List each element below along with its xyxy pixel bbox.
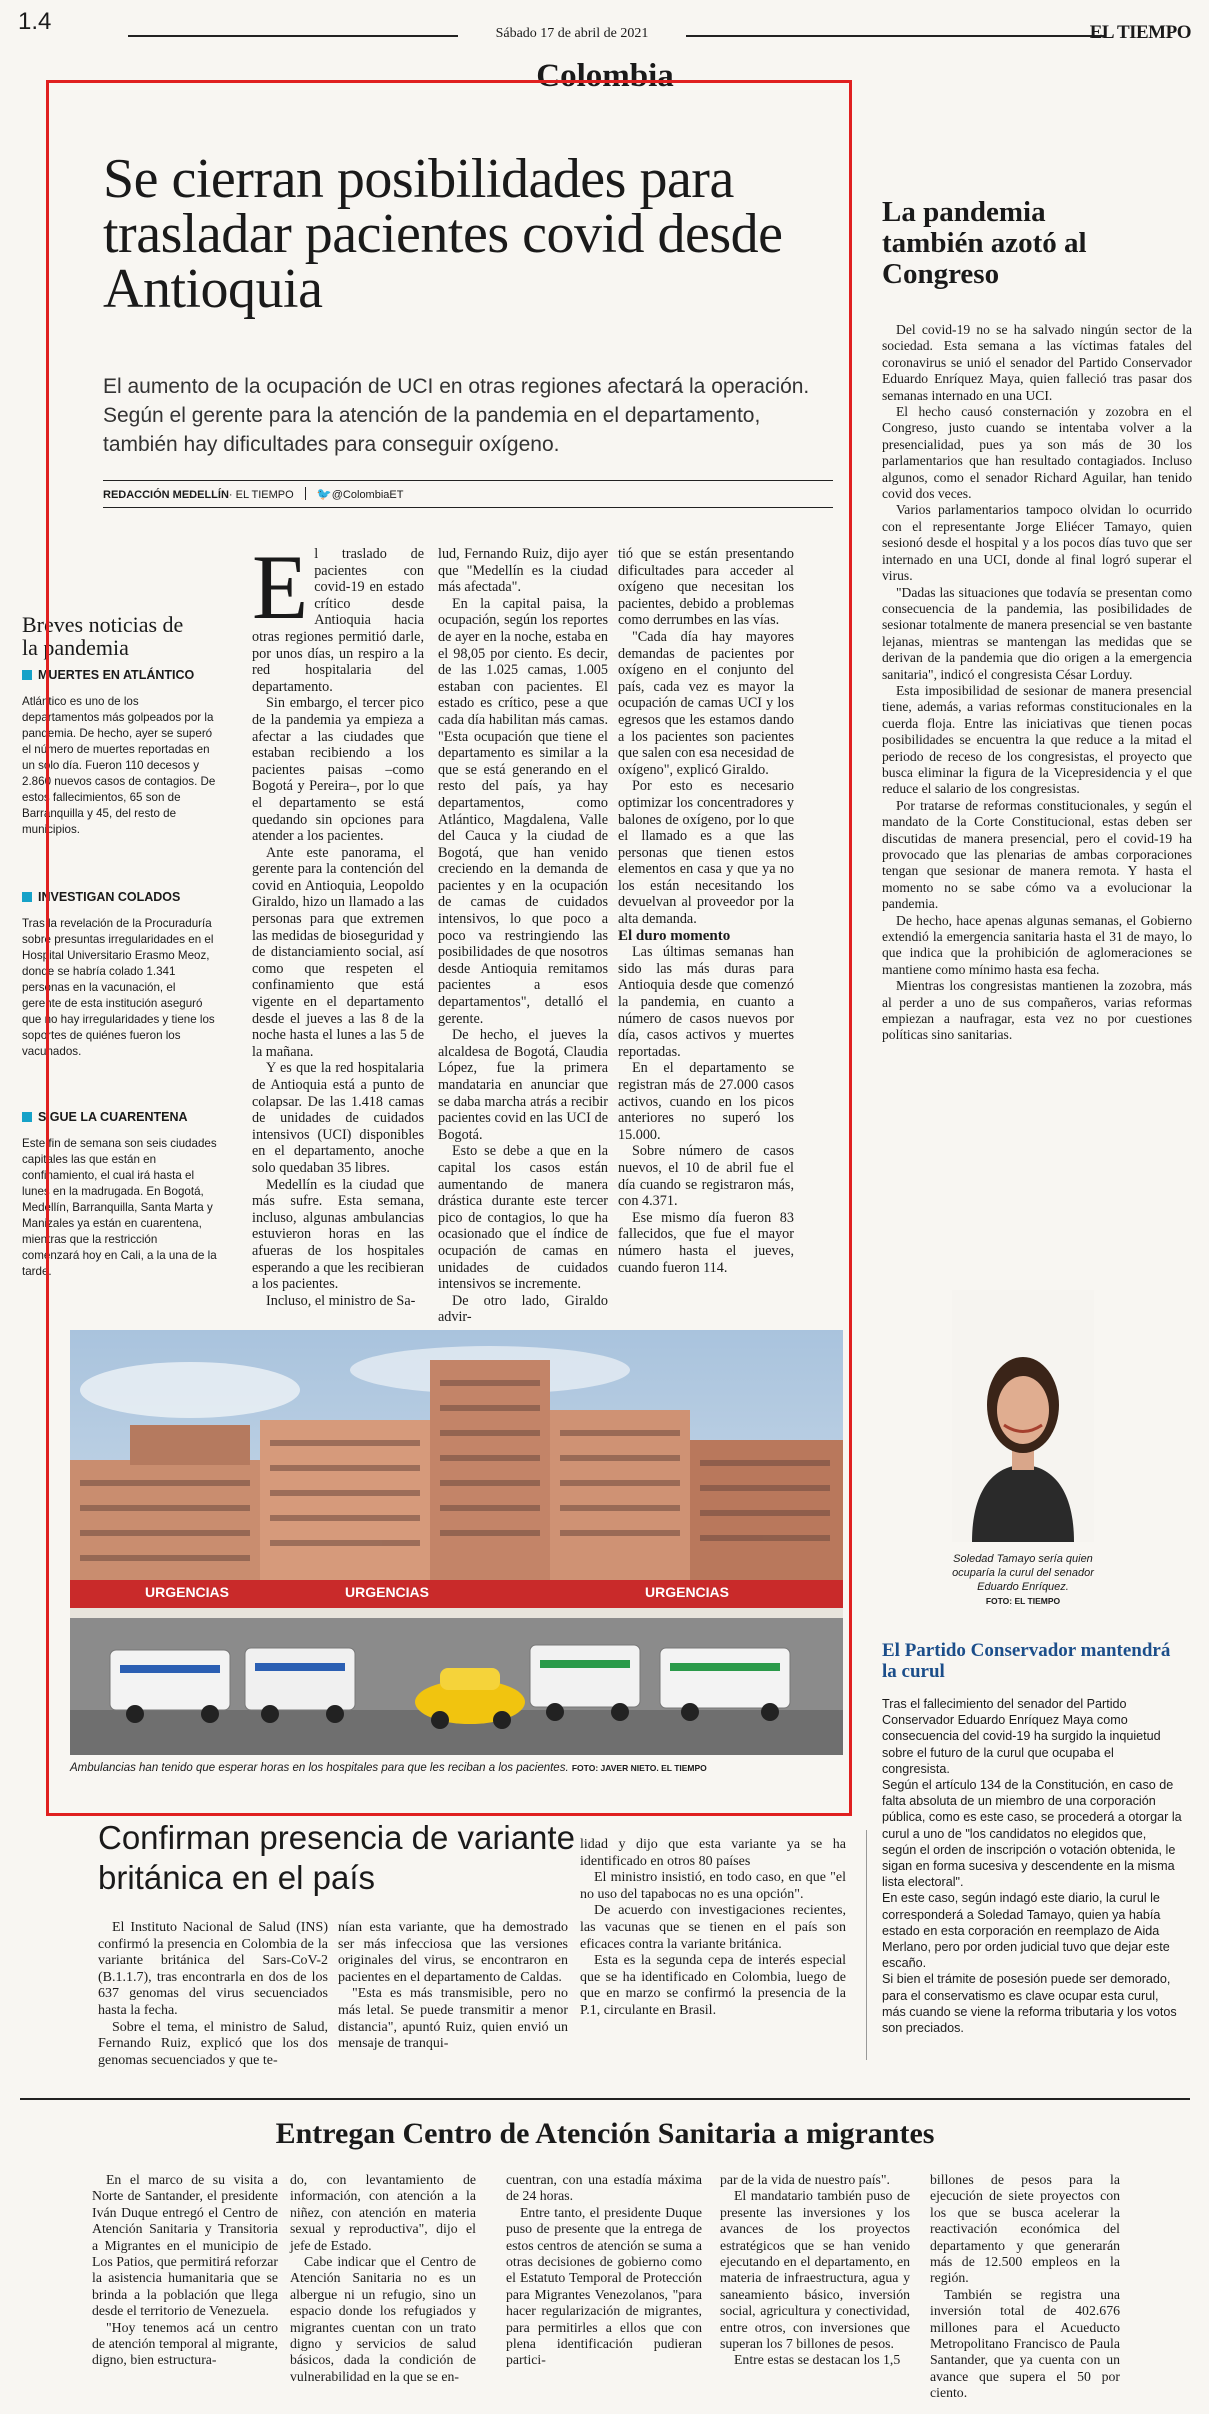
twitter-handle[interactable]: @ColombiaET (331, 489, 404, 501)
brief-heading: SIGUE LA CUARENTENA (38, 1110, 188, 1124)
migrants-col-1 (92, 2172, 278, 2369)
section-title: Colombia (536, 58, 674, 94)
congress-body (882, 322, 1192, 1044)
paragraph: Incluso, el ministro de Sa- (266, 1292, 416, 1309)
brand-logo: EL TIEMPO (1089, 22, 1191, 43)
square-icon (22, 1112, 32, 1122)
header-rule-right (686, 35, 1106, 37)
paragraph: Si bien el trámite de posesión puede ser demorado, para el conservatismo es clave ocupar esta curul, más cuando se viene la reforma tributaria y los votos son preciados. (882, 1972, 1177, 2036)
variant-col-3 (580, 1837, 846, 2020)
paragraph: De acuerdo con investigaciones recientes, las vacunas que se tienen en el país son eficaces contra la variante británica. (580, 1903, 846, 1952)
byline-outlet: · EL TIEMPO (228, 489, 294, 501)
paragraph: Y es que la red hospitalaria de Antioquia está a punto de colapsar. De las 1.418 camas de unidades de cuidados intensivos (UCI) disponibles en el departamento, anoche solo quedaban 35 libres. (252, 1060, 424, 1176)
portrait-caption (952, 1552, 1094, 1608)
paragraph: En el marco de su visita a Norte de Santander, el presidente Iván Duque entregó el Centro de Atención Sanitaria y Transitoria a Migrantes en el municipio de Los Patios, que permitirá reforzar la asistencia humanitaria que se brinda a la población que llega desde el territorio de Venezuela. (92, 2172, 278, 2319)
paragraph: Sobre el tema, el ministro de Salud, Fernando Ruiz, explicó que los dos genomas secuenciados y que te- (98, 2019, 328, 2068)
migrants-col-3 (506, 2172, 702, 2369)
paragraph: En el departamento se registran más de 27.000 casos activos, cuando en los picos anteriores no superó los 15.000. (618, 1060, 794, 1143)
paragraph: Ante este panorama, el gerente para la contención del covid en Antioquia, Leopoldo Giraldo, hizo un llamado a las personas para que extremen las medidas de bioseguridad y de distanciamiento social, así como que respeten el confinamiento que está vigente en el departamento desde el jueves a las 8 de la noche hasta el lunes a las 5 de la mañana. (252, 844, 424, 1060)
square-icon (22, 670, 32, 680)
migrants-col-5 (930, 2172, 1120, 2402)
paragraph: Tras el fallecimiento del senador del Partido Conservador Eduardo Enríquez Maya como consecuencia del covid-19 ha surgido la inquietud sobre el futuro de la curul que ocupaba el congresista. (882, 1697, 1161, 1776)
page-number: 1.4 (18, 8, 52, 35)
paragraph: Entre estas se destacan los 1,5 (734, 2352, 901, 2368)
twitter-icon: 🐦 (316, 487, 332, 501)
paragraph: tió que se están presentando dificultades para acceder al oxígeno que necesitan los pacientes, debido a problemas como derrumbes en las vías. (618, 546, 794, 629)
paragraph: De hecho, el jueves la alcaldesa de Bogotá, Claudia López, fue la primera mandataria en anunciar que se daba marcha atrás a recibir pacientes covid en las UCI de Bogotá. (438, 1027, 608, 1143)
migrants-col-2 (290, 2172, 476, 2385)
paragraph: cuentran, con una estadía máxima de 24 horas. (506, 2172, 702, 2204)
header-date: Sábado 17 de abril de 2021 (495, 26, 649, 41)
migrants-col-4 (720, 2172, 910, 2369)
paragraph: Varios parlamentarios tampoco olvidan lo ocurrido con el representante Jorge Eliécer Tamayo, quien sesionó desde el hospital y a los pocos días tuvo que ser internado en una UCI, donde al final logró superar el virus. (882, 502, 1192, 584)
byline-author: REDACCIÓN MEDELLÍN (103, 489, 229, 501)
paragraph: Medellín es la ciudad que más sufre. Esta semana, incluso, algunas ambulancias estuvieron horas en las afueras de los hospitales esperando a que les recibieran a los pacientes. (252, 1176, 424, 1293)
paragraph: l traslado de pacientes con covid-19 en estado crítico desde Antioquia hacia otras regiones permitió darle, por unos días, un respiro a la red hospitalaria del departamento. (252, 546, 424, 695)
brief-heading: INVESTIGAN COLADOS (38, 890, 181, 904)
paragraph: Cabe indicar que el Centro de Atención Sanitaria no es un albergue ni un refugio, sino un espacio donde los refugiados y migrantes cuentan con un trato digno y servicios de salud básicos, dada la condición de vulnerabilidad en la que se en- (290, 2254, 476, 2384)
paragraph: Entre tanto, el presidente Duque puso de presente que la entrega de estos centros de atención se suma a otras decisiones de gobierno como el Estatuto Temporal de Protección para Migrantes Venezolanos, "para hacer regularización de migrantes, para permitirles a ellos que con plena identificación pudieran partici- (506, 2204, 702, 2368)
paragraph: par de la vida de nuestro país". (720, 2172, 890, 2187)
paragraph: "Hoy tenemos acá un centro de atención temporal al migrante, digno, bien estructura- (92, 2319, 278, 2368)
paragraph: Por tratarse de reformas constitucionales, y según el mandato de la Corte Constitucional, estas deben ser discutidas de manera presencial, pero el covid-19 ha provocado que las plenarias de ambas corporaciones tengan que sesionar de manera remota. Y hasta el momento no se sabe cómo va a evolucionar la pandemia. (882, 797, 1192, 912)
paragraph: Sin embargo, el tercer pico de la pandemia ya empieza a afectar a las ciudades que estaban recibiendo a los pacientes paisas –como Bogotá y Pereira–, por lo que el departamento se está quedando sin opciones para atender a los pacientes. (252, 695, 424, 845)
brief-heading: MUERTES EN ATLÁNTICO (38, 668, 195, 682)
urgencias-sign-1: URGENCIAS (145, 1584, 230, 1600)
variant-col-2 (338, 1920, 568, 2053)
paragraph: De hecho, hace apenas algunas semanas, el Gobierno extendió la emergencia sanitaria hasta el 31 de mayo, lo que indica que la prohibición de aglomeraciones se mantiene como mínimo hasta esa fecha. (882, 912, 1192, 977)
paragraph: Esta imposibilidad de sesionar de manera presencial tiene, además, a varias reformas constitucionales en la cuerda floja. Entre las iniciativas que tienen pocas posibilidades se encuentra la que reduce a la mitad el periodo de receso de los congresistas, el proyecto que busca eliminar la figura de la Vicepresidencia y el que reduce el salario de los congresistas. (882, 682, 1192, 797)
caption-credit: FOTO: JAVER NIETO. EL TIEMPO (571, 1763, 707, 1773)
paragraph: Por esto es necesario optimizar los concentradores y balones de oxígeno, por lo que el llamado es a que las personas que tienen estos elementos en casa y que ya no los están necesitando los devuelvan al proveedor por la alta demanda. (618, 778, 794, 928)
portrait-caption-text: Soledad Tamayo sería quien ocuparía la curul del senador Eduardo Enríquez. (952, 1553, 1094, 1593)
paragraph: lidad y dijo que esta variante ya se ha identificado en otros 80 países (580, 1837, 846, 1869)
paragraph: También se registra una inversión total de 402.676 millones para el Acueducto Metropolitano Francisco de Paula Santander, que ya cuenta con un avance que supera el 50 por ciento. (930, 2286, 1120, 2401)
square-icon (22, 892, 32, 902)
congress-headline: La pandemia también azotó al Congreso (882, 196, 1087, 290)
paragraph: Las últimas semanas han sido las más duras para Antioquia desde que comenzó la pandemia, en cuanto a número de casos nuevos por día, casos activos y muertes reportadas. (618, 944, 794, 1060)
paragraph: Esto se debe a que en la capital los casos están aumentando de manera drástica durante este tercer pico de contagios, lo que ha ocasionado que el índice de ocupación de camas en unidades de cuidados intensivos se incremente. (438, 1143, 608, 1293)
paragraph: Sobre número de casos nuevos, el 10 de abril fue el día cuando se registraron más, con 4.371. (618, 1143, 794, 1210)
paragraph: lud, Fernando Ruiz, dijo ayer que "Medellín es la ciudad más afectada". (438, 546, 608, 596)
variant-col-1 (98, 1920, 328, 2069)
highlight-frame (46, 80, 852, 1816)
section-rule (20, 2098, 1190, 2100)
paragraph: El ministro insistió, en todo caso, en que "el no uso del tapabocas no es una opción". (580, 1870, 846, 1902)
paragraph: El mandatario también puso de presente las inversiones y los avances de los proyectos estratégicos que se han venido ejecutando en el departamento, en materia de infraestructura, agua y saneamiento básico, inversión social, agricultura y conectividad, entre otros, con inversiones que superan los 7 billones de pesos. (720, 2188, 910, 2352)
column-divider (866, 1830, 867, 2060)
migrants-headline: Entregan Centro de Atención Sanitaria a migrantes (275, 2117, 935, 2150)
portrait-photo (952, 1290, 1094, 1542)
paragraph: nían esta variante, que ha demostrado ser más infecciosa que las versiones originales del virus, se encontraron en pacientes en el departamento de Caldas. (338, 1920, 568, 1985)
variant-headline: Confirman presencia de variante británica en el país (98, 1819, 575, 1896)
caption-text: Ambulancias han tenido que esperar horas en los hospitales para que les reciban a los pacientes. (70, 1762, 569, 1774)
conservative-subheadline: El Partido Conservador mantendrá la curul (882, 1640, 1171, 1682)
briefs-title: Breves noticias de la pandemia (22, 612, 184, 660)
paragraph: El Instituto Nacional de Salud (INS) confirmó la presencia en Colombia de la variante británica del Sars-CoV-2 (B.1.1.7), tras encontrarla en dos de los 637 genomas del virus secuenciados hasta la fecha. (98, 1920, 328, 2018)
urgencias-sign-3: URGENCIAS (645, 1584, 730, 1600)
portrait-credit: FOTO: EL TIEMPO (985, 1596, 1061, 1606)
paragraph: En este caso, según indagó este diario, la curul le corresponderá a Soledad Tamayo, quien ya había estado en esta corporación en reemplazo de Aida Merlano, pero por orden judicial tuvo que dejar este escaño. (882, 1891, 1170, 1971)
brief-text: Tras la revelación de la Procuraduría sobre presuntas irregularidades en el Hospital Universitario Erasmo Meoz, donde se habría colado 1.341 personas en la vacunación, el gerente de esta institución aseguró que no hay irregularidades y tiene los soportes de quiénes fueron los vacunados. (22, 917, 215, 1058)
paragraph: Mientras los congresistas mantienen la zozobra, más al perder a uno de sus compañeros, varias reformas empiezan a naufragar, esta vez no por cuestiones políticas sino sanitarias. (882, 978, 1192, 1043)
paragraph: De otro lado, Giraldo advir- (438, 1292, 608, 1326)
portrait-illustration (952, 1290, 1094, 1542)
drop-cap: E (252, 536, 309, 638)
paragraph: "Dadas las situaciones que todavía se presentan como consecuencia de la pandemia, las posibilidades de sesionar totalmente de manera presencial se ven bastante lejanas, mientras se mantengan las medidas que se derivan de la pandemia que dio origen a la emergencia sanitaria", indicó el congresista César Lorduy. (882, 584, 1192, 682)
paragraph: Ese mismo día fueron 83 fallecidos, que fue el mayor número hasta el jueves, cuando fueron 114. (618, 1209, 794, 1276)
brief-text: Atlántico es uno de los departamentos más golpeados por la pandemia. De hecho, ayer se superó el número de muertes reportadas en un solo día. Fueron 110 decesos y 2.860 nuevos casos de contagios. De estos fallecimientos, 65 son de Barranquilla y 45, del resto de municipios. (22, 695, 216, 836)
urgencias-sign-2: URGENCIAS (345, 1584, 430, 1600)
paragraph: do, con levantamiento de información, con atención a la niñez, con atención en materia sexual y reproductiva", dijo el jefe de Estado. (290, 2172, 476, 2253)
paragraph: En la capital paisa, la ocupación, según los reportes de ayer en la noche, estaba en el 98,05 por ciento. Es decir, de las 1.025 camas, 1.005 estaban con pacientes. El estado es crítico, pese a que cada día habilitan más camas. "Esta ocupación que tiene el departamento es similar a la que se está generando en el resto del país, ya hay departamentos, como Atlántico, Magdalena, Valle del Cauca y la ciudad de Bogotá, que han venido creciendo en la demanda de pacientes y en la ocupación de camas de cuidados intensivos, lo que poco a poco va restringiendo las posibilidades de que nosotros desde Antioquia remitamos pacientes a esos departamentos", detalló el gerente. (438, 595, 608, 1027)
paragraph: billones de pesos para la ejecución de siete proyectos con los que se busca acelerar la reactivación económica del departamento y que generarán más de 12.500 empleos en la región. (930, 2172, 1120, 2286)
conservative-body (882, 1696, 1182, 2036)
paragraph: Según el artículo 134 de la Constitución, en caso de falta absoluta de un miembro de una corporación pública, como es este caso, se procederá a otorgar la curul a uno de "los candidatos no elegidos que, según el orden de inscripción o votación obtenida, le sigan en forma sucesiva y descendente en la misma lista electoral". (882, 1778, 1182, 1890)
subheading: El duro momento (618, 927, 731, 944)
paragraph: Esta es la segunda cepa de interés especial que se ha identificado en Colombia, luego de que en marzo se confirmó la presencia de la P.1, circulante en Brasil. (580, 1953, 846, 2018)
brief-text: Este fin de semana son seis ciudades capitales las que están en confinamiento, el cual irá hasta el lunes en la madrugada. En Bogotá, Medellín, Barranquilla, Santa Marta y Manizales ya están en cuarentena, mientras que la restricción comenzará hoy en Cali, a la una de la tarde. (22, 1137, 217, 1278)
paragraph: Del covid-19 no se ha salvado ningún sector de la sociedad. Esta semana a las víctimas fatales del coronavirus se unió el senador del Partido Conservador Eduardo Enríquez Maya, quien falleció tras pasar dos semanas internado en una UCI. (882, 322, 1192, 403)
main-headline: Se cierran posibilidades para trasladar pacientes covid desde Antioquia (103, 148, 783, 320)
paragraph: El hecho causó consternación y zozobra en el Congreso, justo cuando se intentaba volver a la presencialidad, pues ya son más de 30 los parlamentarios que han resultado contagiados. Incluso algunos, como el senador Richard Aguilar, han tenido covid dos veces. (882, 404, 1192, 502)
paragraph: "Cada día hay mayores demandas de pacientes por oxígeno en el conjunto del país, cada vez es mayor la ocupación de camas UCI y los egresos que les estamos dando a los pacientes son pacientes que salen con esa necesidad de oxígeno", explicó Giraldo. (618, 628, 794, 778)
main-lead: El aumento de la ocupación de UCI en otras regiones afectará la operación. Según el gerente para la atención de la pandemia en el departamento, también hay dificultades para conseguir oxígeno. (103, 375, 810, 456)
header-rule-left (128, 35, 458, 37)
paragraph: "Esta es más transmisible, pero no más letal. Se puede transmitir a menor distancia", apuntó Ruiz, quien envió un mensaje de tranqui- (338, 1986, 568, 2052)
